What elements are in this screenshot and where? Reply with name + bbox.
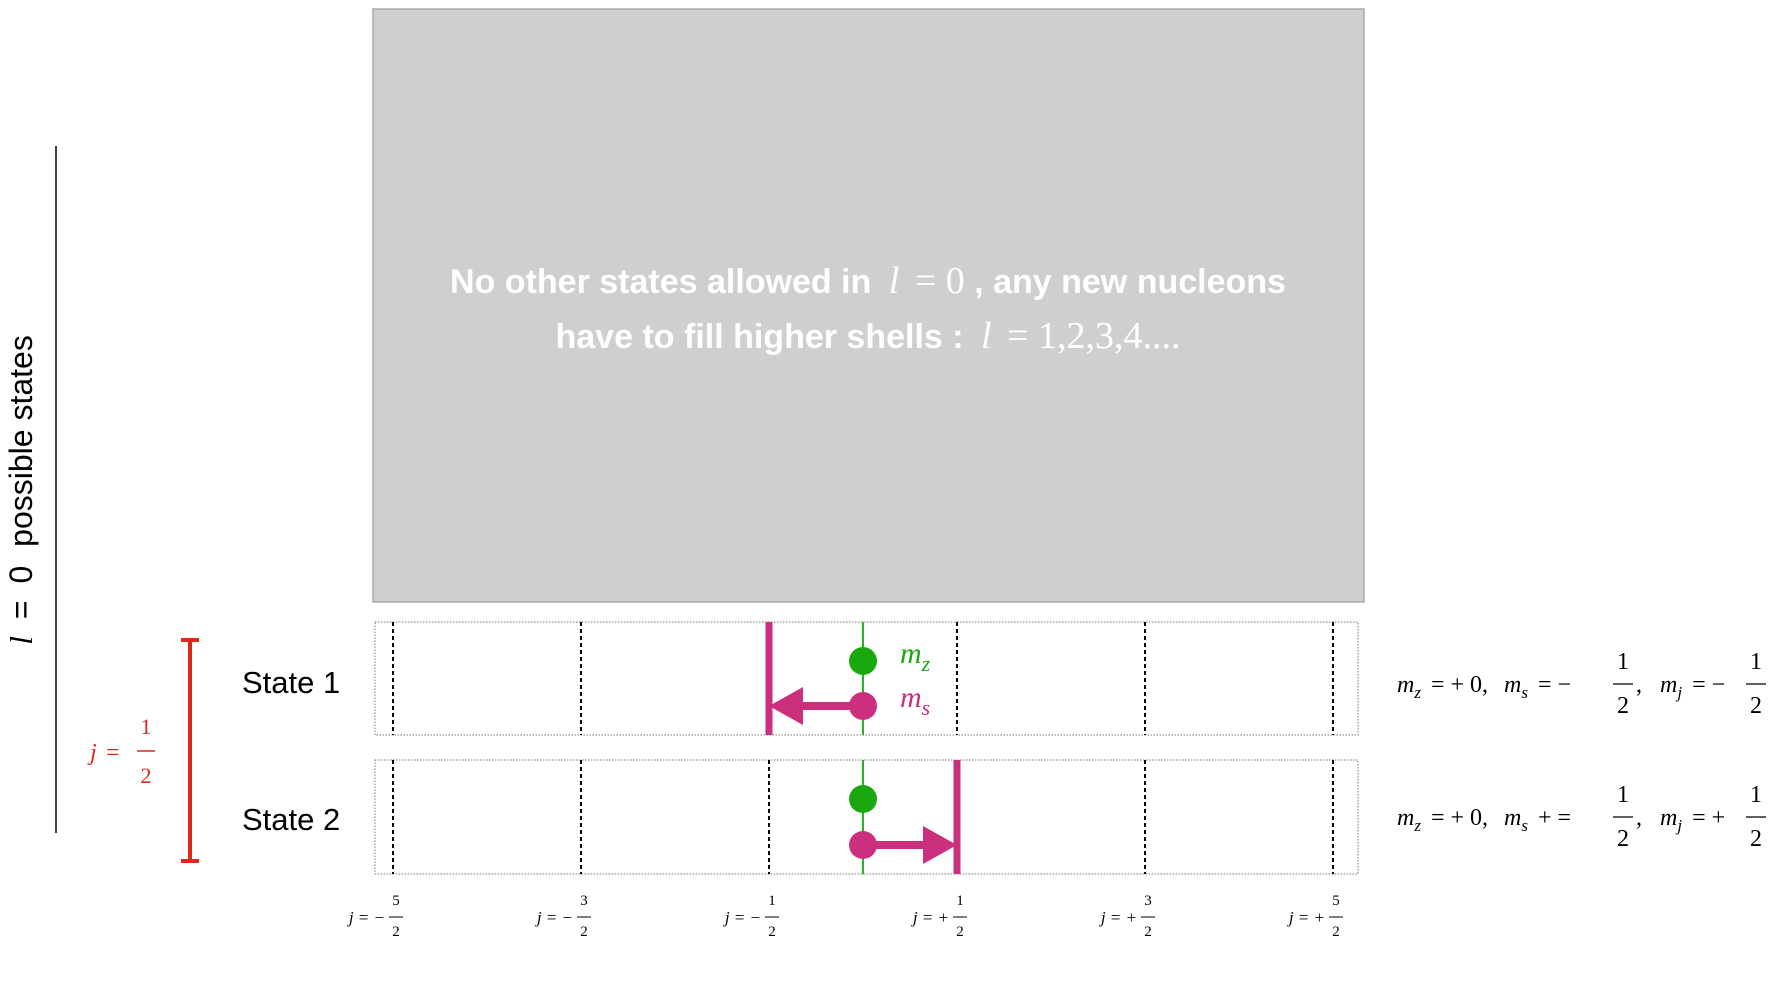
j-tick-label-2 (535, 893, 591, 940)
svg-text:mj = −: $m_j$ = − (1660, 672, 1726, 702)
j-bracket (181, 640, 199, 861)
svg-text:3: 3 (1144, 893, 1152, 909)
svg-text:mj = +: $m_j$ = + (1660, 805, 1726, 835)
svg-text:1: 1 (1617, 782, 1629, 808)
svg-text:=: = (106, 740, 120, 766)
svg-text:2: 2 (1144, 924, 1152, 940)
svg-text:1: 1 (1750, 782, 1762, 808)
svg-text:,: , (1636, 672, 1642, 698)
svg-text:2: 2 (580, 924, 588, 940)
svg-text:1: 1 (1750, 649, 1762, 675)
state-1-equation (1397, 649, 1766, 719)
state-2-ms-dot (849, 831, 877, 859)
svg-text:2: 2 (1617, 693, 1629, 719)
side-label: l = 0 possible states (3, 335, 39, 645)
svg-text:2: 2 (140, 763, 152, 788)
state-1-panel (375, 622, 1358, 735)
svg-text:j = +: j = + (912, 908, 949, 927)
svg-text:2: 2 (768, 924, 776, 940)
svg-text:j = +: j = + (1100, 908, 1137, 927)
svg-text:j = −: j = − (348, 908, 385, 927)
state-2-panel (375, 760, 1358, 874)
state-1-label: State 1 (242, 665, 341, 700)
svg-text:5: 5 (1332, 893, 1340, 909)
state-2-equation (1397, 782, 1766, 852)
gray-info-box (373, 9, 1364, 602)
svg-text:1: 1 (956, 893, 964, 909)
svg-text:1: 1 (1617, 649, 1629, 675)
svg-text:j: j (90, 740, 97, 766)
j-tick-label-3 (723, 893, 779, 940)
svg-text:1: 1 (768, 893, 776, 909)
svg-text:j = −: j = − (724, 908, 761, 927)
j-axis-tick-labels (347, 893, 1343, 940)
svg-text:mz = + 0, ms: $m_z$ = + 0, $m_s$ = − (1397, 672, 1572, 702)
svg-text:2: 2 (1750, 826, 1762, 852)
svg-text:2: 2 (1750, 693, 1762, 719)
svg-text:2: 2 (1332, 924, 1340, 940)
state-1-ms-label: $m_s$ (900, 681, 931, 720)
j-tick-label-6 (1287, 893, 1343, 940)
svg-text:5: 5 (392, 893, 400, 909)
svg-text:2: 2 (392, 924, 400, 940)
j-tick-label-1 (347, 893, 403, 940)
svg-text:3: 3 (580, 893, 588, 909)
svg-text:j = +: j = + (1288, 908, 1325, 927)
j-label (87, 714, 155, 788)
state-2-label: State 2 (242, 802, 341, 837)
gray-info-line-2: have to fill higher shells : l = 1,2,3,4.... (555, 315, 1181, 357)
state-1-mz-label: $m_z$ (900, 637, 931, 676)
svg-text:j = −: j = − (536, 908, 573, 927)
svg-text:2: 2 (956, 924, 964, 940)
gray-info-line-1: No other states allowed in l = 0 , any new nucleons (450, 260, 1286, 302)
state-1-ms-dot (849, 692, 877, 720)
svg-text:,: , (1636, 805, 1642, 831)
svg-text:2: 2 (1617, 826, 1629, 852)
j-tick-label-5 (1099, 893, 1155, 940)
svg-text:mz = + 0, ms: $m_z$ = + 0, $m_s$ + = (1397, 805, 1572, 835)
state-2-mz-dot (849, 785, 877, 813)
svg-text:1: 1 (140, 714, 152, 739)
j-tick-label-4 (911, 893, 967, 940)
state-1-mz-dot (849, 647, 877, 675)
